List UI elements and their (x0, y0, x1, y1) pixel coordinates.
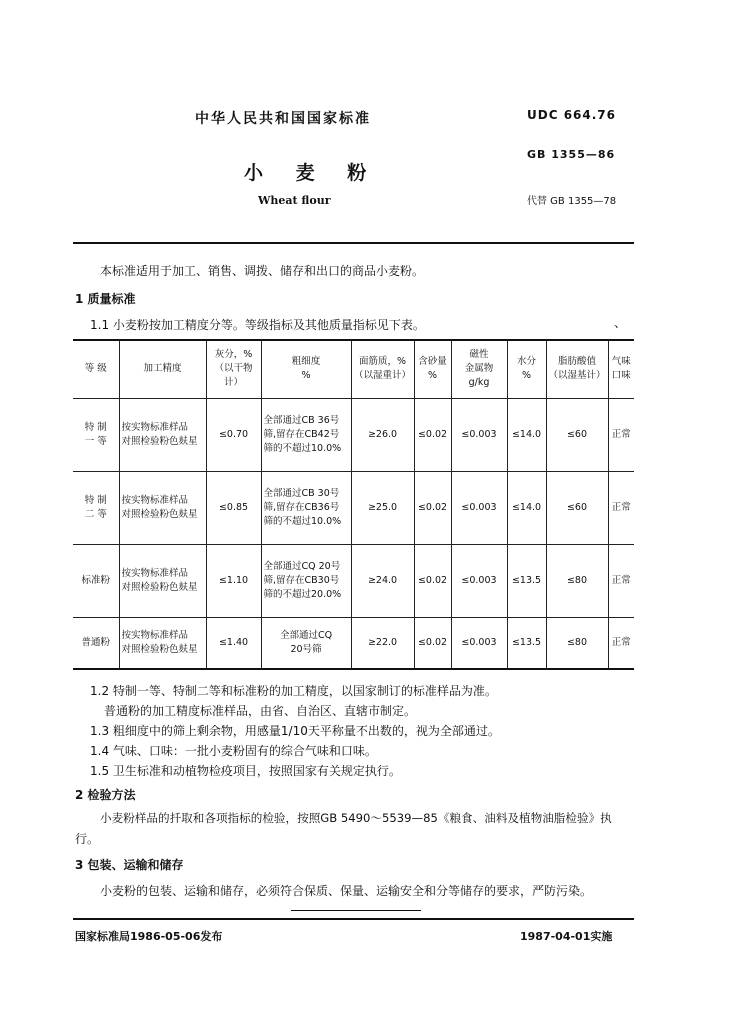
moisture-cell: ≤14.0 (507, 398, 546, 471)
metal-cell: ≤0.003 (451, 398, 507, 471)
col-header-grade: 等 级 (73, 340, 119, 398)
fineness-cell: 全部通过CQ 20号筛 (261, 617, 351, 669)
gluten-cell: ≥25.0 (351, 471, 414, 544)
sand-cell: ≤0.02 (414, 398, 451, 471)
gluten-cell: ≥26.0 (351, 398, 414, 471)
smell-cell: 正常 (608, 398, 634, 471)
clause-1-4: 1.4 气味、口味：一批小麦粉固有的综合气味和口味。 (90, 744, 377, 758)
replaces-standard: 代替 GB 1355—78 (527, 196, 617, 207)
header-rule (73, 242, 634, 244)
col-header-precision: 加工精度 (119, 340, 206, 398)
fineness-cell: 全部通过CQ 20号 筛,留存在CB30号 筛的不超过20.0% (261, 544, 351, 617)
clause-1-2-cont: 普通粉的加工精度标准样品，由省、自治区、直辖市制定。 (104, 704, 417, 718)
precision-cell: 按实物标准样品 对照检验粉色麸星 (119, 471, 206, 544)
quality-table (73, 339, 634, 670)
section-1-heading: 1 质量标准 (75, 292, 136, 306)
clause-1-5: 1.5 卫生标准和动植物检疫项目，按照国家有关规定执行。 (90, 764, 401, 778)
section-3-text: 小麦粉的包装、运输和储存，必须符合保质、保量、运输安全和分等储存的要求，严防污染。 (100, 884, 593, 898)
standard-title: 中华人民共和国国家标准 (195, 111, 371, 127)
col-header-sand: 含砂量 % (414, 340, 451, 398)
precision-cell: 按实物标准样品 对照检验粉色麸星 (119, 544, 206, 617)
smell-cell: 正常 (608, 544, 634, 617)
ash-cell: ≤1.10 (206, 544, 261, 617)
fineness-cell: 全部通过CB 36号 筛,留存在CB42号 筛的不超过10.0% (261, 398, 351, 471)
fatty-acid-cell: ≤80 (546, 617, 608, 669)
grade-cell: 特 制 一 等 (73, 398, 119, 471)
grade-cell: 标准粉 (73, 544, 119, 617)
sand-cell: ≤0.02 (414, 544, 451, 617)
document-title-en: Wheat flour (258, 194, 331, 207)
stray-mark: 、 (614, 316, 627, 330)
fatty-acid-cell: ≤80 (546, 544, 608, 617)
grade-cell: 特 制 二 等 (73, 471, 119, 544)
precision-cell: 按实物标准样品 对照检验粉色麸星 (119, 398, 206, 471)
section-2-text: 小麦粉样品的扦取和各项指标的检验，按照GB 5490～5539—85《粮食、油料及植物油脂检验》执 (100, 811, 612, 825)
table-row (73, 617, 634, 669)
col-header-moisture: 水分 % (507, 340, 546, 398)
end-short-rule (291, 910, 421, 911)
section-3-heading: 3 包装、运输和储存 (75, 858, 184, 872)
moisture-cell: ≤13.5 (507, 544, 546, 617)
table-row (73, 471, 634, 544)
col-header-fatty-acid: 脂肪酸值 （以湿基计） (546, 340, 608, 398)
col-header-ash: 灰分，% （以干物计） (206, 340, 261, 398)
gb-number: GB 1355—86 (527, 148, 616, 161)
col-header-metal: 磁性 金属物 g/kg (451, 340, 507, 398)
col-header-smell: 气味 口味 (608, 340, 634, 398)
fatty-acid-cell: ≤60 (546, 398, 608, 471)
table-header-row (73, 340, 634, 398)
footer-rule (73, 918, 634, 920)
section-2-heading: 2 检验方法 (75, 788, 136, 802)
table-row (73, 398, 634, 471)
fatty-acid-cell: ≤60 (546, 471, 608, 544)
col-header-gluten: 面筋质，% （以湿重计） (351, 340, 414, 398)
clause-1-1: 1.1 小麦粉按加工精度分等。等级指标及其他质量指标见下表。 (90, 318, 425, 332)
clause-1-2: 1.2 特制一等、特制二等和标准粉的加工精度，以国家制订的标准样品为准。 (90, 684, 497, 698)
smell-cell: 正常 (608, 617, 634, 669)
precision-cell: 按实物标准样品 对照检验粉色麸星 (119, 617, 206, 669)
ash-cell: ≤0.85 (206, 471, 261, 544)
sand-cell: ≤0.02 (414, 617, 451, 669)
issued-date: 国家标准局1986-05-06发布 (75, 930, 223, 943)
gluten-cell: ≥24.0 (351, 544, 414, 617)
document-title: 小 麦 粉 (244, 162, 380, 184)
ash-cell: ≤0.70 (206, 398, 261, 471)
ash-cell: ≤1.40 (206, 617, 261, 669)
metal-cell: ≤0.003 (451, 544, 507, 617)
effective-date: 1987-04-01实施 (520, 930, 613, 943)
col-header-fineness: 粗细度 % (261, 340, 351, 398)
moisture-cell: ≤13.5 (507, 617, 546, 669)
intro-paragraph: 本标准适用于加工、销售、调拨、储存和出口的商品小麦粉。 (100, 264, 425, 278)
gluten-cell: ≥22.0 (351, 617, 414, 669)
metal-cell: ≤0.003 (451, 471, 507, 544)
udc-number: UDC 664.76 (527, 108, 616, 122)
moisture-cell: ≤14.0 (507, 471, 546, 544)
table-row (73, 544, 634, 617)
metal-cell: ≤0.003 (451, 617, 507, 669)
section-2-text-cont: 行。 (75, 832, 100, 846)
fineness-cell: 全部通过CB 30号 筛,留存在CB36号 筛的不超过10.0% (261, 471, 351, 544)
clause-1-3: 1.3 粗细度中的筛上剩余物，用感量1/10天平称量不出数的，视为全部通过。 (90, 724, 500, 738)
smell-cell: 正常 (608, 471, 634, 544)
grade-cell: 普通粉 (73, 617, 119, 669)
sand-cell: ≤0.02 (414, 471, 451, 544)
